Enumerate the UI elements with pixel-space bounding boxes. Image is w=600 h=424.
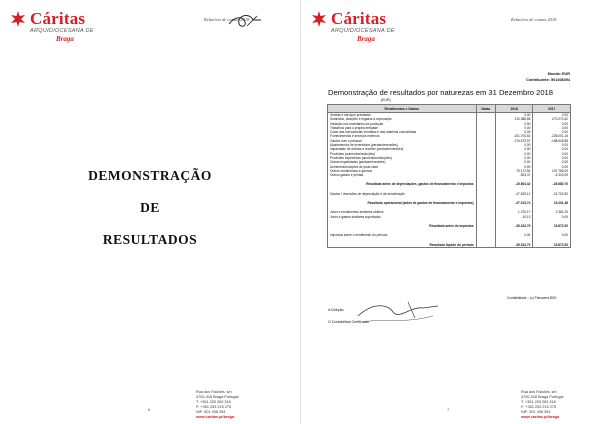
row-value-2018: 0,00 <box>495 143 533 147</box>
row-value-2018: -176.573,97 <box>495 139 533 143</box>
brand-name: Cáritas <box>331 9 387 28</box>
brand-subtitle: ARQUIDIOCESANA DE <box>331 28 395 34</box>
caritas-cross-icon <box>10 11 26 27</box>
row-value-2017: -22.702,50 <box>533 192 571 196</box>
row-value-2017: 0,00 <box>533 122 571 126</box>
address-line: T: +351 253 263 316 <box>521 400 556 404</box>
row-value-2018: -15.604,32 <box>495 182 533 186</box>
row-label: Provisões específicas (aumentos/reduções) <box>328 156 477 160</box>
statement-unit: (EUR) <box>381 98 391 102</box>
row-label: Ajustamentos de inventários (perdas/reversões) <box>328 143 477 147</box>
table-row <box>328 243 571 248</box>
row-note <box>476 243 495 248</box>
row-value-2018: 0,00 <box>495 160 533 164</box>
row-value-2017: 15.872,52 <box>533 224 571 228</box>
row-value-2017: -228.001,16 <box>533 134 571 138</box>
row-value-2018: -35.323,70 <box>495 224 533 228</box>
row-value-2018: 1.700,17 <box>495 210 533 214</box>
website-link[interactable]: www.caritas.pt/braga <box>521 415 560 419</box>
table-body <box>328 113 571 248</box>
report-title: Relatório de contas 2018 <box>204 17 250 22</box>
brand-city: Braga <box>357 35 375 43</box>
row-label: Aumentos/reduções de justo valor <box>328 165 477 169</box>
row-value-2018: 210.388,65 <box>495 117 533 121</box>
row-value-2017: 0,00 <box>533 113 571 118</box>
row-label: Resultado antes de impostos <box>328 224 477 228</box>
row-label: Subsídios, doações e legados à exploração <box>328 117 477 121</box>
row-label: Gastos com o pessoal <box>328 139 477 143</box>
row-value-2018: 0,00 <box>495 122 533 126</box>
right-page <box>300 0 600 424</box>
row-value-2017: 0,00 <box>533 130 571 134</box>
row-value-2017: 0,00 <box>533 126 571 130</box>
address-line: Rua dos Falcões, s/n <box>521 390 557 394</box>
row-label: Imparidade de dívidas a receber (perdas/reversões) <box>328 147 477 151</box>
address-line: F: +351 253 215 275 <box>521 405 557 409</box>
row-label: Juros e rendimentos similares obtidos <box>328 210 477 214</box>
page-number: 6 <box>148 407 151 412</box>
row-label: Outras imparidades (perdas/reversões) <box>328 160 477 164</box>
title-line-2: DE <box>140 200 160 215</box>
row-value-2017: -26.680,70 <box>533 182 571 186</box>
row-label: Resultado antes de depreciações, gastos de financiamento e impostos <box>328 182 477 186</box>
row-label: Impostos sobre o rendimento do período <box>328 233 477 237</box>
row-value-2018: 0,00 <box>495 147 533 151</box>
col-2018: 2018 <box>495 105 533 113</box>
row-value-2017: -4.320,09 <box>533 173 571 177</box>
row-value-2017: 0,00 <box>533 233 571 237</box>
row-label: Resultado líquido do período <box>328 243 477 248</box>
statement-title: Demonstração de resultados por naturezas em 31 Dezembro 2018 <box>328 88 553 97</box>
brand-name: Cáritas <box>30 9 86 28</box>
row-value-2017: 0,00 <box>533 152 571 156</box>
row-value-2017: 15.201,36 <box>533 201 571 205</box>
row-value-2018: 0,00 <box>495 113 533 118</box>
address-block <box>521 390 563 420</box>
row-label: Custo das mercadorias vendidas e das matérias consumidas <box>328 130 477 134</box>
currency-label: Moeda: EUR <box>547 72 570 76</box>
caritas-cross-icon <box>311 11 327 27</box>
row-value-2017: 0,00 <box>533 160 571 164</box>
signature-icon <box>225 10 265 32</box>
row-value-2017: 0,00 <box>533 147 571 151</box>
title-line-3: RESULTADOS <box>102 232 198 247</box>
caritas-logo <box>10 9 100 43</box>
brand-subtitle: ARQUIDIOCESANA DE <box>30 28 94 34</box>
row-value-2018: 0,00 <box>495 233 533 237</box>
row-label: Trabalhos para a própria entidade <box>328 126 477 130</box>
row-value-2017: 15.872,52 <box>533 243 571 248</box>
caritas-logo <box>311 9 401 43</box>
col-2017: 2017 <box>533 105 571 113</box>
report-title: Relatório de contas 2018 <box>511 17 557 22</box>
page-number: 7 <box>447 407 450 412</box>
row-value-2017: 157.756,00 <box>533 169 571 173</box>
row-label: Outros rendimentos e ganhos <box>328 169 477 173</box>
address-line: 4700-318 Braga Portugal <box>196 395 239 399</box>
income-statement-table <box>327 104 571 248</box>
website-link[interactable]: www.caritas.pt/braga <box>196 415 235 419</box>
col-notes: Notas <box>476 105 495 113</box>
row-value-2018: -37.013,74 <box>495 201 533 205</box>
row-value-2017: 0,00 <box>533 143 571 147</box>
row-value-2018: -47.529,12 <box>495 192 533 196</box>
col-description: Rendimentos e Gastos <box>328 105 477 113</box>
row-label: Juros e gastos similares suportados <box>328 215 477 219</box>
row-label: Gastos / reversões de depreciação e de amortização <box>328 192 477 196</box>
address-line: NIF: 501 408 394 <box>521 410 551 414</box>
address-line: T: +351 253 263 316 <box>196 400 231 404</box>
table-header-row <box>328 105 571 113</box>
row-label: Variação nos inventários da produção <box>328 122 477 126</box>
address-line: Rua dos Falcões, s/n <box>196 390 232 394</box>
row-value-2017: 0,00 <box>533 165 571 169</box>
row-value-2017: 0,00 <box>533 156 571 160</box>
row-label: Fornecimentos e serviços externos <box>328 134 477 138</box>
row-label: Vendas e serviços prestados <box>328 113 477 118</box>
row-value-2018: 0,00 <box>495 152 533 156</box>
row-label: Outros gastos e perdas <box>328 173 477 177</box>
address-block <box>196 390 238 420</box>
row-value-2018: 0,00 <box>495 156 533 160</box>
address-line: NIF: 501 408 394 <box>196 410 226 414</box>
row-value-2018: 0,00 <box>495 126 533 130</box>
row-value-2018: 75.172,54 <box>495 169 533 173</box>
direction-label: A Direção <box>328 308 344 312</box>
contributor-label: Contribuinte: 501408394 <box>526 78 570 82</box>
row-value-2018: 0,00 <box>495 165 533 169</box>
row-value-2018: -101.704,63 <box>495 134 533 138</box>
title-line-1: DEMONSTRAÇÃO <box>88 168 212 183</box>
row-value-2018: 0,00 <box>495 130 533 134</box>
row-value-2018: -35.323,70 <box>495 243 533 248</box>
row-value-2017: -188.618,65 <box>533 139 571 143</box>
address-line: 4700-318 Braga Portugal <box>521 395 564 399</box>
row-value-2017: 2.381,20 <box>533 210 571 214</box>
row-label: Resultado operacional (antes de gastos de financiamento e impostos) <box>328 201 477 205</box>
brand-city: Braga <box>56 35 74 43</box>
accountant-label: O Contabilista Certificado <box>328 320 369 324</box>
software-footnote: Contabilidade – (c) Primavera BSS <box>507 296 557 300</box>
row-value-2017: 270.274,62 <box>533 117 571 121</box>
row-value-2017: 0,00 <box>533 215 571 219</box>
row-label: Provisões (aumentos/reduções) <box>328 152 477 156</box>
row-value-2018: -10,13 <box>495 215 533 219</box>
address-line: F: +351 253 215 275 <box>196 405 232 409</box>
row-value-2018: -903,47 <box>495 173 533 177</box>
